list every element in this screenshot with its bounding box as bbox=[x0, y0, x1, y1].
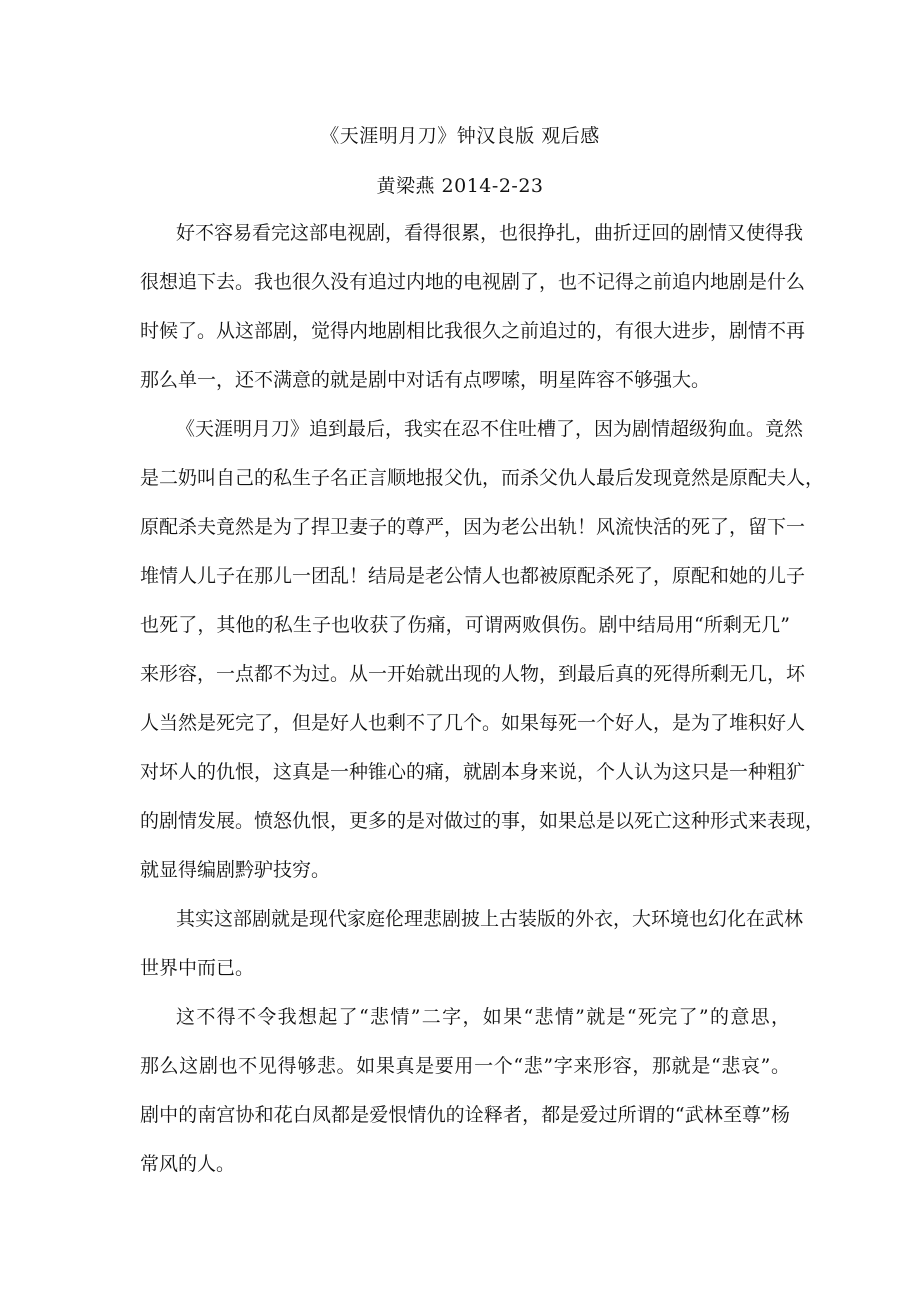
paragraph-line: 来形容，一点都不为过。从一开始就出现的人物，到最后真的死得所剩无几，坏 bbox=[140, 663, 806, 685]
paragraph-line: 那么这剧也不见得够悲。如果真是要用一个“悲”字来形容，那就是“悲哀”。 bbox=[140, 1055, 790, 1077]
paragraph-line: 好不容易看完这部电视剧，看得很累，也很挣扎，曲折迂回的剧情又使得我 bbox=[176, 222, 804, 244]
paragraph-line: 那么单一，还不满意的就是剧中对话有点啰嗦，明星阵容不够强大。 bbox=[140, 369, 711, 391]
paragraph-line: 很想追下去。我也很久没有追过内地的电视剧了，也不记得之前追内地剧是什么 bbox=[140, 271, 806, 293]
paragraph-line: 原配杀夫竟然是为了捍卫妻子的尊严，因为老公出轨！风流快活的死了，留下一 bbox=[140, 516, 806, 538]
paragraph-line: 也死了，其他的私生子也收获了伤痛，可谓两败俱伤。剧中结局用“所剩无几” bbox=[140, 614, 790, 636]
paragraph-line: 剧中的南宫协和花白凤都是爱恨情仇的诠释者，都是爱过所谓的“武林至尊”杨 bbox=[140, 1104, 790, 1126]
document-title: 《天涯明月刀》钟汉良版 观后感 bbox=[320, 125, 600, 147]
paragraph-line: 《天涯明月刀》追到最后，我实在忍不住吐槽了，因为剧情超级狗血。竟然 bbox=[176, 418, 804, 440]
paragraph-line: 人当然是死完了，但是好人也剩不了几个。如果每死一个好人，是为了堆积好人 bbox=[140, 712, 806, 734]
paragraph-line: 就显得编剧黔驴技穷。 bbox=[140, 859, 331, 881]
paragraph-line: 世界中而已。 bbox=[140, 957, 255, 979]
paragraph-line: 常风的人。 bbox=[140, 1153, 236, 1175]
paragraph-line: 对坏人的仇恨，这真是一种锥心的痛，就剧本身来说，个人认为这只是一种粗犷 bbox=[140, 761, 806, 783]
paragraph-line: 其实这部剧就是现代家庭伦理悲剧披上古装版的外衣，大环境也幻化在武林 bbox=[176, 908, 804, 930]
author-date-line: 黄梁燕 2014-2-23 bbox=[376, 175, 544, 197]
paragraph-line: 时候了。从这部剧，觉得内地剧相比我很久之前追过的，有很大进步，剧情不再 bbox=[140, 320, 806, 342]
paragraph-line: 这不得不令我想起了“悲情”二字，如果“悲情”就是“死完了”的意思， bbox=[176, 1006, 790, 1028]
paragraph-line: 的剧情发展。愤怒仇恨，更多的是对做过的事，如果总是以死亡这种形式来表现， bbox=[140, 810, 825, 832]
paragraph-line: 是二奶叫自己的私生子名正言顺地报父仇，而杀父仇人最后发现竟然是原配夫人， bbox=[140, 467, 825, 489]
paragraph-line: 堆情人儿子在那儿一团乱！结局是老公情人也都被原配杀死了，原配和她的儿子 bbox=[140, 565, 806, 587]
